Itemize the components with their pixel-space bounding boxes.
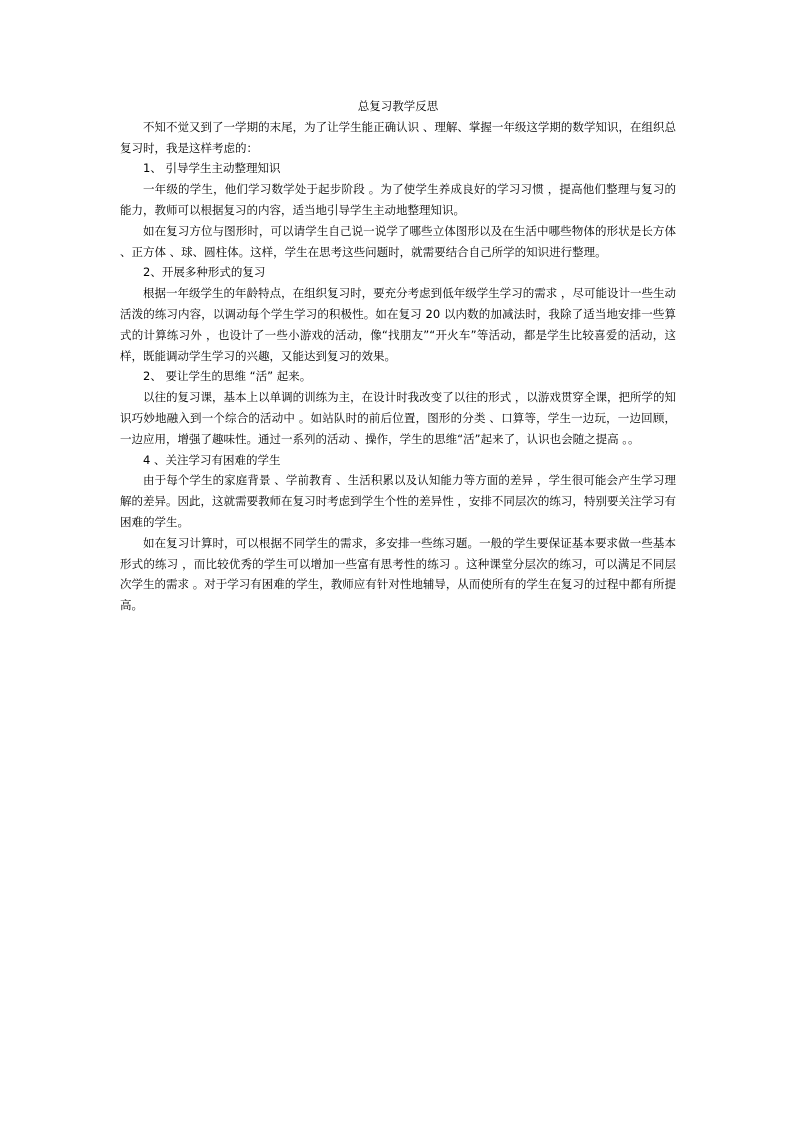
- document-title: 总复习教学反思: [357, 99, 439, 113]
- section-heading-2: 2、开展多种形式的复习: [143, 265, 266, 280]
- paragraph: 如在复习计算时，可以根据不同学生的需求，多安排一些练习题。一般的学生要保证基本要求做一些基本形式的练习 ，而比较优秀的学生可以增加一些富有思考性的练习 。这种课堂分层次的练习，可以满足不同层次学生的需求 。对于学习有困难的学生，教师应有针对性地辅导，从而使所有的学生在复习的过程中都有所提高。: [120, 535, 676, 613]
- paragraph-intro: 不知不觉又到了一学期的末尾，为了让学生能正确认识 、理解、掌握一年级这学期的数学知识，在组织总复习时，我是这样考虑的：: [120, 119, 676, 155]
- paragraph: 由于每个学生的家庭背景 、学前教育 、生活积累以及认知能力等方面的差异 ，学生很可能会产生学习理解的差异。因此，这就需要教师在复习时考虑到学生个性的差异性 ，安排不同层次的练习，特别要关注学习有困难的学生。: [120, 473, 676, 529]
- paragraph: 根据一年级学生的年龄特点，在组织复习时，要充分考虑到低年级学生学习的需求 ，尽可能设计一些生动活泼的练习内容，以调动每个学生学习的积极性。如在复习 20 以内数的加减法时，我除了适当地安排一些算式的计算练习外 ，也设计了一些小游戏的活动，像“找朋友”“开火车”等活动，都是学生比较喜爱的活动，这样，既能调动学生学习的兴趣，又能达到复习的效果。: [120, 286, 676, 363]
- document-body: [120, 96, 676, 616]
- paragraph: 一年级的学生，他们学习数学处于起步阶段 。为了使学生养成良好的学习习惯 ，提高他们整理与复习的能力，教师可以根据复习的内容，适当地引导学生主动地整理知识。: [120, 182, 676, 217]
- paragraph: 如在复习方位与图形时，可以请学生自己说一说学了哪些立体图形以及在生活中哪些物体的形状是长方体 、正方体 、球、圆柱体。这样，学生在思考这些问题时，就需要结合自己所学的知识进行整理。: [120, 223, 676, 259]
- section-heading-4: 4 、关注学习有困难的学生: [143, 452, 281, 467]
- section-heading-1: 1、 引导学生主动整理知识: [143, 161, 281, 176]
- section-heading-3: 2、 要让学生的思维 “活” 起来。: [143, 369, 312, 384]
- paragraph: 以往的复习课，基本上以单调的训练为主，在设计时我改变了以往的形式 ，以游戏贯穿全课，把所学的知识巧妙地融入到一个综合的活动中 。如站队时的前后位置，图形的分类 、口算等，学生一边玩，一边回顾，一边应用，增强了趣味性。通过一系列的活动 、操作，学生的思维“活”起来了，认识也会随之提高 。。: [120, 390, 676, 446]
